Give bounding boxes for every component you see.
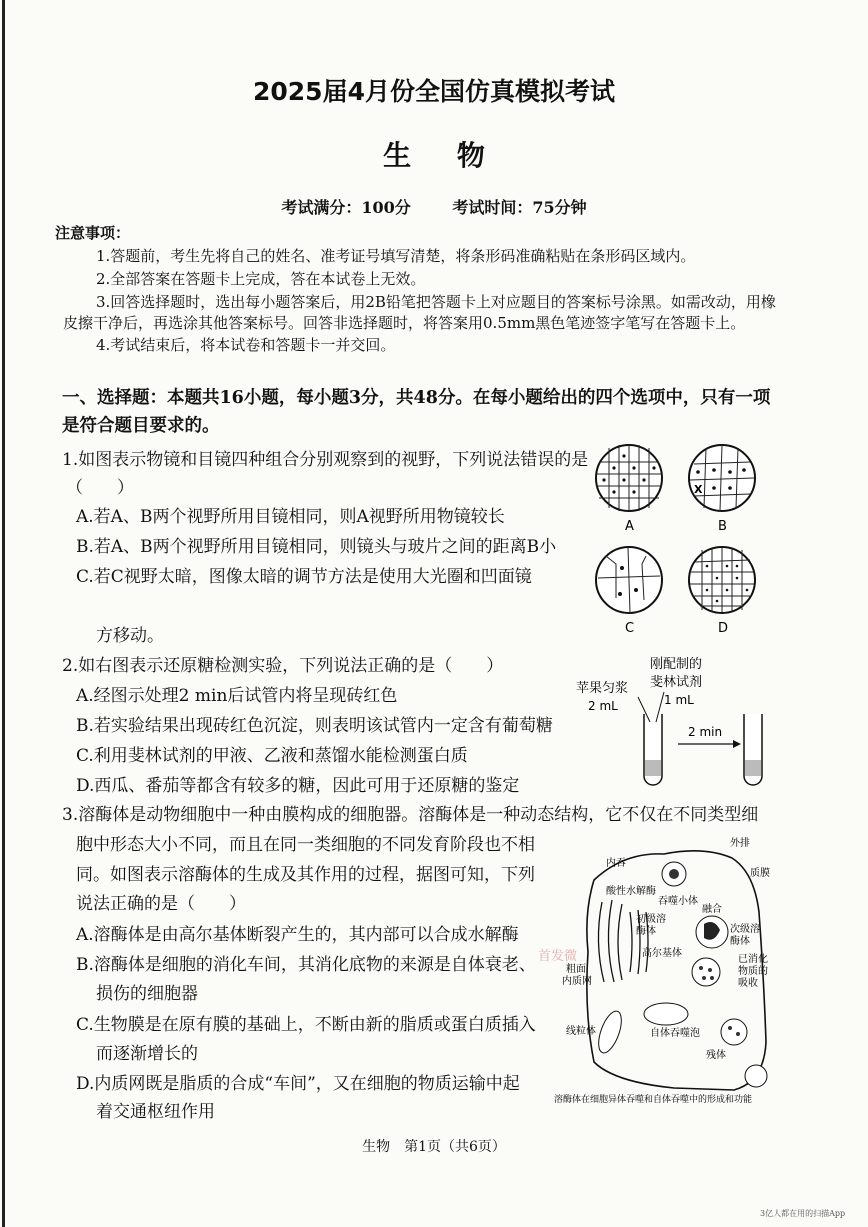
exam-time: 考试时间：75分钟 (452, 198, 587, 217)
q3-option-b: B.溶酶体是细胞的消化车间，其消化底物的来源是自体衰老、 (76, 955, 536, 975)
q2-test-tube-figure (568, 652, 788, 792)
q3-option-d-cont: 着交通枢纽作用 (96, 1102, 215, 1122)
q3-stem-2: 胞中形态大小不同，而且在同一类细胞的不同发育阶段也不相 (76, 835, 535, 855)
label-chuji-1: 初级溶 (636, 914, 666, 925)
label-xianliti: 线粒体 (566, 1026, 596, 1037)
label-canti: 残体 (706, 1050, 726, 1061)
page-footer: 生物 第1页（共6页） (362, 1139, 506, 1155)
label-zitipao: 自体吞噬泡 (650, 1028, 700, 1039)
q3-option-d: D.内质网既是脂质的合成“车间”，又在细胞的物质运输中起 (76, 1074, 520, 1094)
test-tube-right (744, 714, 762, 785)
label-gaoerji: 高尔基体 (642, 948, 682, 959)
field-a-label: A (625, 519, 634, 534)
q1-blank: （ ） (66, 478, 134, 498)
field-c-label: C (625, 621, 635, 636)
exam-info (0, 195, 868, 218)
q3-option-c-cont: 而逐渐增长的 (96, 1044, 198, 1064)
q3-lysosome-figure (554, 832, 784, 1107)
q2-option-a: A.经图示处理2 min后试管内将呈现砖红色 (76, 686, 398, 706)
q2-option-b: B.若实验结果出现砖红色沉淀，则表明该试管内一定含有葡萄糖 (76, 716, 553, 736)
label-xiaohua-3: 吸收 (738, 978, 758, 989)
q1-microscope-figure (590, 438, 770, 648)
q1-option-d-cont: 方移动。 (96, 626, 164, 646)
label-ciji-2: 酶体 (730, 936, 750, 947)
q2-stem: 2.如右图表示还原糖检测实验，下列说法正确的是（ ） (62, 656, 504, 676)
exam-score: 考试满分：100分 (281, 198, 411, 217)
figure-caption: 溶酶体在细胞异体吞噬和自体吞噬中的形成和功能 (554, 1095, 753, 1105)
q3-option-a: A.溶酶体是由高尔基体断裂产生的，其内部可以合成水解酶 (76, 925, 519, 945)
mitochondrion-left (594, 1008, 626, 1056)
time-label: 2 min (688, 725, 723, 739)
q2-option-c: C.利用斐林试剂的甲液、乙液和蒸馏水能检测蛋白质 (76, 746, 468, 766)
page-edge (2, 0, 5, 1227)
notes-heading: 注意事项： (55, 224, 131, 242)
q1-option-a: A.若A、B两个视野所用目镜相同，则A视野所用物镜较长 (76, 507, 505, 527)
exam-title: 2025届4月份全国仿真模拟考试 (253, 77, 615, 106)
reagent-label-2: 斐林试剂 (650, 675, 703, 690)
reagent-label-1: 刚配制的 (650, 657, 703, 672)
field-b-label: B (718, 519, 727, 534)
q3-stem-1: 3.溶酶体是动物细胞中一种由膜构成的细胞器。溶酶体是一种动态结构，它不仅在不同类型细 (62, 805, 759, 825)
label-waipai: 外排 (730, 838, 750, 849)
arrow-2min (678, 725, 741, 748)
field-b (689, 445, 755, 511)
q3-option-c: C.生物膜是在原有膜的基础上，不断由新的脂质或蛋白质插入 (76, 1015, 536, 1035)
note-2: 2.全部答案在答题卡上完成，答在本试卷上无效。 (96, 270, 426, 288)
label-suanxing: 酸性水解酶 (606, 886, 656, 897)
section-heading-2: 是符合题目要求的。 (62, 416, 220, 436)
q3-stem-4: 说法正确的是（ ） (76, 894, 246, 914)
scanner-brand: 3亿人都在用的扫描App (760, 1209, 846, 1218)
label-cumian-2: 内质网 (562, 976, 592, 987)
note-3: 3.回答选择题时，选出每小题答案后，用2B铅笔把答题卡上对应题目的答案标号涂黑。如需改动，用橡 (96, 293, 776, 311)
field-c (596, 547, 662, 613)
mitochondrion-center (644, 1003, 688, 1025)
reagent-volume: 1 mL (664, 693, 694, 707)
label-ciji-1: 次级溶 (730, 924, 760, 935)
label-neitun: 内吞 (606, 858, 626, 869)
rough-er (598, 900, 622, 982)
q3-option-b-cont: 损伤的细胞器 (96, 984, 198, 1004)
test-tube-left (638, 692, 664, 785)
apple-volume: 2 mL (588, 699, 618, 713)
q1-stem: 1.如图表示物镜和目镜四种组合分别观察到的视野，下列说法错误的是 (62, 450, 589, 470)
section-heading-1: 一、选择题：本题共16小题，每小题3分，共48分。在每小题给出的四个选项中，只有一项 (62, 388, 771, 408)
label-zhimo: 质膜 (750, 868, 770, 879)
label-cumian-1: 粗面 (566, 964, 586, 975)
watermark: 首发微 (538, 949, 578, 964)
subject-title: 生 物 (383, 139, 503, 172)
note-3-cont: 皮擦干净后，再选涂其他答案标号。回答非选择题时，将答案用0.5mm黑色笔迹签字笔写在答题卡上。 (63, 314, 746, 332)
label-xiaohua-1: 已消化 (738, 954, 768, 965)
q1-option-b: B.若A、B两个视野所用目镜相同，则镜头与玻片之间的距离B小 (76, 537, 557, 557)
apple-label: 苹果匀浆 (576, 681, 629, 696)
field-a (596, 445, 662, 511)
label-xiaohua-2: 物质的 (738, 966, 768, 977)
q2-option-d: D.西瓜、番茄等都含有较多的糖，因此可用于还原糖的鉴定 (76, 776, 520, 796)
note-1: 1.答题前，考生先将自己的姓名、准考证号填写清楚，将条形码准确粘贴在条形码区域内。 (96, 247, 696, 265)
label-tunshi: 吞噬小体 (658, 896, 698, 907)
label-chuji-2: 酶体 (636, 926, 656, 937)
field-d (689, 547, 755, 613)
field-b-x-mark: X (694, 483, 703, 496)
q3-stem-3: 同。如图表示溶酶体的生成及其作用的过程，据图可知，下列 (76, 865, 535, 885)
q1-option-c: C.若C视野太暗，图像太暗的调节方法是使用大光圈和凹面镜 (76, 567, 532, 587)
note-4: 4.考试结束后，将本试卷和答题卡一并交回。 (96, 336, 396, 354)
field-d-label: D (718, 621, 729, 636)
label-ronghe: 融合 (702, 904, 722, 915)
